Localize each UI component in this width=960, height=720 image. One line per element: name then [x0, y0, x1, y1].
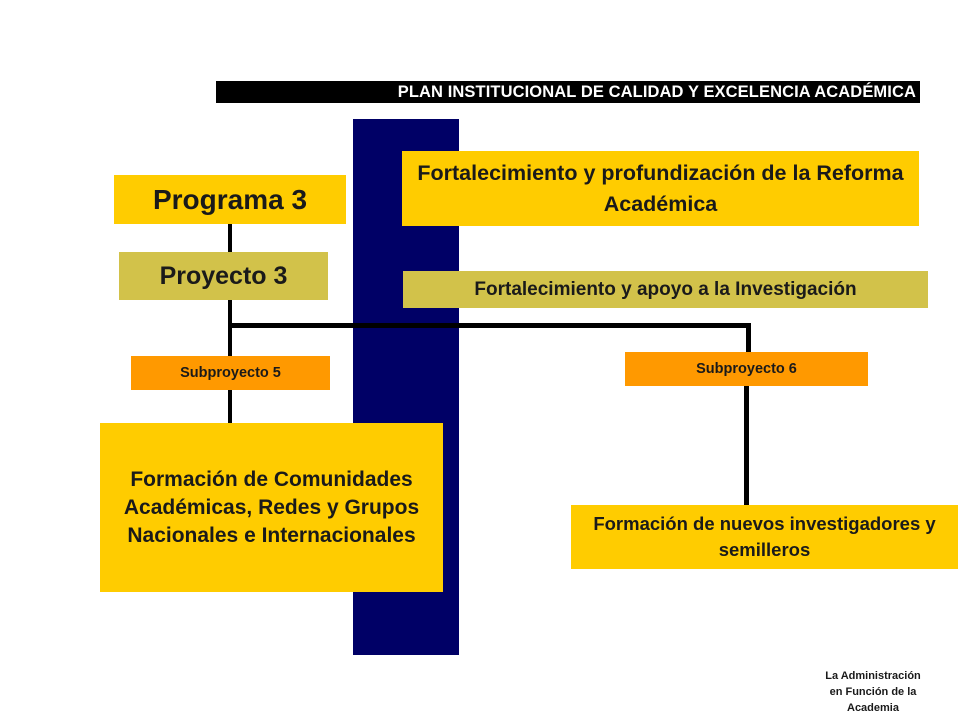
subproyecto-5-description: Formación de Comunidades Académicas, Redes y Grupos Nacionales e Internacionales — [123, 467, 420, 547]
footer-line-2: en Función de la — [829, 686, 917, 698]
subproyecto-6-description: Formación de nuevos investigadores y semilleros — [593, 513, 936, 560]
connector-left-vertical-mid — [228, 300, 232, 356]
footer-line-3: Academia — [847, 702, 899, 714]
connector-left-vertical-top — [228, 224, 232, 252]
connector-right-vertical-top — [746, 323, 751, 353]
subproyecto-5-box — [131, 356, 330, 390]
subproyecto-6-box — [625, 352, 868, 386]
connector-right-vertical-low — [744, 385, 749, 505]
proyecto-label: Proyecto 3 — [159, 261, 288, 290]
subproyecto-6-label: Subproyecto 6 — [696, 361, 797, 377]
footer-caption — [808, 668, 938, 716]
subproyecto-6-description-box — [571, 505, 958, 569]
plan-title-banner — [216, 81, 920, 103]
connector-left-vertical-low — [228, 390, 232, 424]
footer-line-1: La Administración — [825, 670, 921, 682]
plan-title: PLAN INSTITUCIONAL DE CALIDAD Y EXCELENCIA ACADÉMICA — [397, 82, 916, 101]
programa-description: Fortalecimiento y profundización de la Reforma Académica — [417, 160, 904, 216]
proyecto-box — [119, 252, 328, 300]
subproyecto-5-label: Subproyecto 5 — [180, 365, 281, 381]
programa-description-box — [402, 151, 919, 226]
proyecto-description-box — [403, 271, 928, 308]
programa-box — [114, 175, 346, 224]
programa-label: Programa 3 — [152, 183, 308, 215]
proyecto-description: Fortalecimiento y apoyo a la Investigación — [474, 278, 857, 300]
subproyecto-5-description-box — [100, 423, 443, 592]
connector-horizontal — [228, 323, 751, 328]
